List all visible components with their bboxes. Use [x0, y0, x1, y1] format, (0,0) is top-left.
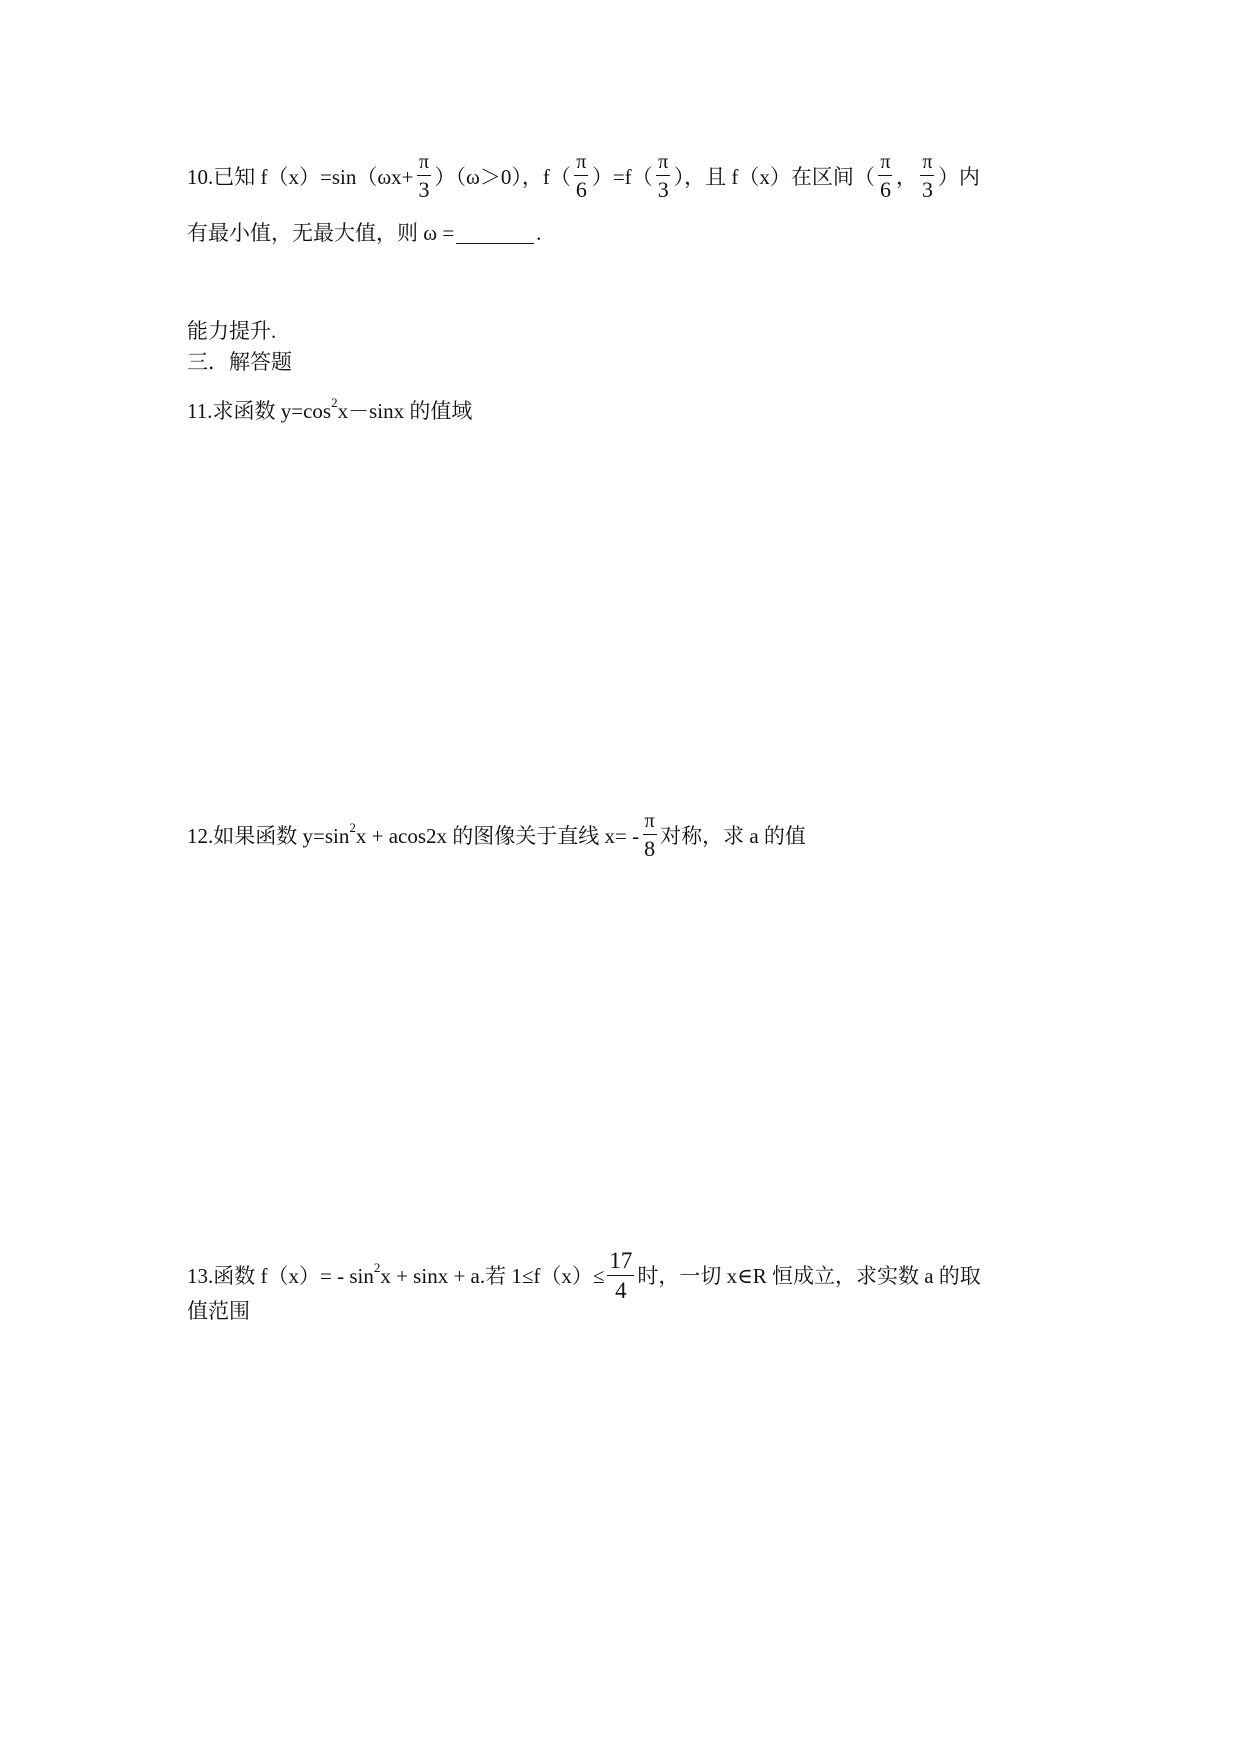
q10-line1 — [187, 152, 980, 201]
q12 — [187, 811, 806, 860]
q10-text-2: ）（ω＞0），f（ — [434, 164, 571, 189]
q13-line1 — [187, 1249, 981, 1302]
q13-text-1: 13.函数 f（x）= - sin — [187, 1263, 374, 1288]
q11-text-1: 11.求函数 y=cos — [187, 399, 332, 423]
q10-text-6: ）内 — [937, 164, 980, 189]
q10-text-1: 10.已知 f（x）=sin（ωx+ — [187, 164, 414, 189]
fraction-17-over-4: $\frac{17}{4}$ — [609, 1248, 633, 1303]
q12-superscript: 2 — [349, 819, 356, 835]
q12-text-1: 12.如果函数 y=sin — [187, 823, 350, 848]
q11-superscript: 2 — [331, 395, 338, 410]
section-ability — [187, 318, 276, 344]
fraction-pi-over-6: $\frac{\pi}{6}$ — [879, 151, 891, 202]
section-heading — [187, 349, 292, 375]
fraction-pi-over-3: $\frac{\pi}{3}$ — [418, 151, 430, 202]
fraction-pi-over-6: $\frac{\pi}{6}$ — [575, 151, 587, 202]
section-heading-label: 三．解答题 — [187, 350, 292, 374]
q13-text-2: x + sinx + a.若 1≤f（x）≤ — [380, 1263, 605, 1288]
ability-label: 能力提升. — [187, 319, 277, 343]
q11-text-2: x－sinx 的值域 — [337, 399, 473, 423]
q10-line2 — [187, 220, 541, 246]
fraction-pi-over-3: $\frac{\pi}{3}$ — [921, 151, 933, 202]
q13-line2 — [187, 1298, 250, 1324]
fraction-pi-over-3: $\frac{\pi}{3}$ — [657, 151, 669, 202]
answer-blank[interactable] — [456, 223, 534, 244]
q10-text-5: ， — [895, 164, 917, 189]
fraction-pi-over-8: $\frac{\pi}{8}$ — [644, 810, 656, 861]
q13-text-3: 时，一切 x∈R 恒成立，求实数 a 的取 — [637, 1263, 981, 1288]
q10-text-4: ），且 f（x）在区间（ — [673, 164, 875, 189]
q11 — [187, 395, 473, 424]
q10-text-3: ）=f（ — [591, 164, 653, 189]
q12-text-2: x + acos2x 的图像关于直线 x= - — [355, 823, 640, 848]
q12-text-3: 对称，求 a 的值 — [660, 823, 806, 848]
q13-line2-text: 值范围 — [187, 1299, 250, 1323]
q10-line2-end: . — [536, 221, 542, 245]
q13-superscript: 2 — [373, 1259, 381, 1275]
q10-line2-text: 有最小值，无最大值，则 ω = — [187, 221, 455, 245]
